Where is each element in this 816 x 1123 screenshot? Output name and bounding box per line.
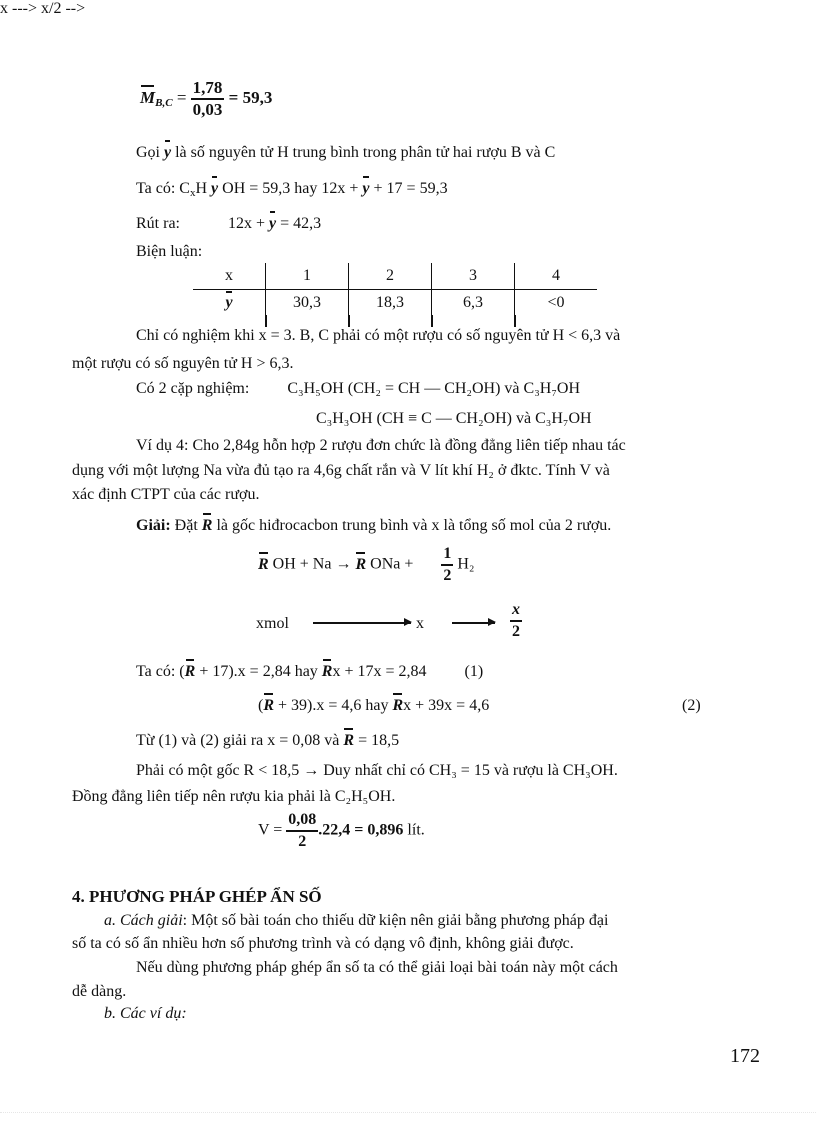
mbc-numerator: 1,78 bbox=[191, 78, 225, 100]
half-den: 2 bbox=[443, 567, 452, 584]
text-rutra-a: Rút ra: bbox=[136, 215, 180, 232]
bien-luan-table bbox=[193, 263, 597, 316]
table-header-x: x bbox=[193, 263, 266, 290]
line-chi-co-2: một rượu có số nguyên tử H > 6,3. bbox=[72, 355, 294, 372]
text-v-a: V = bbox=[258, 821, 283, 839]
text-eq-b: ONa + bbox=[370, 555, 414, 573]
mol-x: x bbox=[416, 615, 424, 632]
text-cap-b: C₃H₅OH (CH₂ = CH — CH₂OH) và C₃H₇OH bbox=[287, 380, 581, 397]
table-header-y bbox=[193, 290, 266, 317]
r-bar: R bbox=[263, 697, 274, 714]
text-cap-a: Có 2 cặp nghiệm: bbox=[136, 380, 250, 397]
r-bar: R bbox=[258, 555, 269, 573]
text-giai-label: Giải: bbox=[136, 517, 171, 534]
r-bar: R bbox=[201, 517, 213, 534]
line-tu-1-2 bbox=[136, 731, 399, 751]
half-fraction bbox=[441, 544, 453, 586]
line-phai-co-1: Phải có một gốc R < 18,5 → Duy nhất chỉ có CH₃ = 15 và rượu là CH₃OH. bbox=[136, 762, 618, 779]
line-giai bbox=[136, 516, 611, 536]
v-fraction bbox=[286, 810, 318, 852]
mbc-subscript: B,C bbox=[155, 96, 173, 109]
line-taco-eq1 bbox=[136, 662, 483, 682]
arrow-right-icon bbox=[452, 622, 495, 624]
line-bien-luan: Biện luận: bbox=[136, 243, 203, 260]
text-tu-b: = 18,5 bbox=[358, 732, 400, 749]
line-chi-co-1: Chỉ có nghiệm khi x = 3. B, C phải có một rượu có số nguyên tử H < 6,3 và bbox=[136, 327, 621, 344]
line-cach-giai-2: số ta có số ẩn nhiều hơn số phương trình và có dạng vô định, không giải được. bbox=[72, 935, 574, 952]
text-t2-c: x + 39x = 4,6 bbox=[403, 697, 490, 714]
mbc-equation: $M_{B,C}$ = $\frac{1,78}{0,03}$ = 59,3 bbox=[140, 78, 273, 119]
text-giai-rest: là gốc hiđrocacbon trung bình và x là tổng số mol của 2 rượu. bbox=[216, 517, 612, 534]
table-row bbox=[193, 290, 597, 317]
text-v-c: lít. bbox=[407, 821, 425, 839]
r-bar: R bbox=[321, 663, 333, 680]
line-neu-dung-2: dễ dàng. bbox=[72, 983, 127, 1000]
text-taco-c: OH = 59,3 hay 12x + bbox=[222, 180, 359, 197]
v-num: 0,08 bbox=[286, 810, 318, 832]
eq2-number: (2) bbox=[682, 697, 701, 714]
text-taco-d: + 17 = 59,3 bbox=[373, 180, 448, 197]
y-bar: y bbox=[164, 144, 172, 161]
line-rut-ra bbox=[136, 214, 321, 234]
x-half-den: 2 bbox=[512, 623, 520, 640]
r-bar: R bbox=[355, 555, 367, 573]
mol-xmol: xmol bbox=[256, 615, 289, 632]
text-t1-d: (1) bbox=[464, 663, 484, 680]
r-bar: R bbox=[184, 663, 196, 680]
table-cell: 4 bbox=[515, 263, 598, 290]
y-bar: y bbox=[211, 180, 219, 197]
arrow-right-icon bbox=[313, 622, 411, 624]
mbc-result: = 59,3 bbox=[228, 87, 273, 107]
half-num: 1 bbox=[441, 544, 453, 566]
v-den: 2 bbox=[298, 833, 307, 850]
line-vidu4-2: dụng với một lượng Na vừa đủ tạo ra 4,6g chất rắn và V lít khí H₂ ở đktc. Tính V và bbox=[72, 462, 610, 479]
text-t2-a: ( bbox=[258, 697, 264, 714]
text-goi-rest: là số nguyên tử H trung bình trong phân tử hai rượu B và C bbox=[175, 144, 556, 161]
text-goi: Gọi bbox=[136, 144, 160, 161]
text-t1-c: x + 17x = 2,84 bbox=[332, 663, 427, 680]
sub-x: x bbox=[189, 187, 196, 199]
mbc-fraction bbox=[191, 78, 225, 120]
text-v-b: .22,4 = 0,896 bbox=[318, 821, 404, 839]
table-cell: 3 bbox=[432, 263, 515, 290]
section-heading: 4. PHƯƠNG PHÁP GHÉP ẨN SỐ bbox=[72, 887, 322, 906]
text-taco-a: Ta có: C bbox=[136, 180, 190, 197]
text-h2: H₂ bbox=[457, 555, 475, 573]
text-tu-a: Từ (1) và (2) giải ra x = 0,08 và bbox=[136, 732, 340, 749]
table-cell: 18,3 bbox=[349, 290, 432, 317]
line-phai-co-2: Đồng đẳng liên tiếp nên rượu kia phải là C₂H₅OH. bbox=[72, 788, 396, 805]
line-taco-1 bbox=[136, 179, 448, 203]
y-bar: y bbox=[362, 180, 370, 197]
text-rutra-c: = 42,3 bbox=[280, 215, 322, 232]
reaction-equation bbox=[258, 544, 475, 586]
line-cach-giai bbox=[104, 911, 608, 931]
footer-divider bbox=[0, 1112, 816, 1113]
m-bar: M bbox=[140, 87, 156, 107]
line-neu-dung-1: Nếu dùng phương pháp ghép ẩn số ta có thể giải loại bài toán này một cách bbox=[136, 959, 618, 976]
line-cap-nghiem-1 bbox=[136, 379, 580, 399]
text-rutra-b: 12x + bbox=[228, 215, 266, 232]
volume-equation bbox=[258, 810, 425, 852]
text-giai-dat: Đặt bbox=[174, 517, 198, 534]
y-bar: y bbox=[269, 215, 277, 232]
text-t2-b: + 39).x = 4,6 hay bbox=[278, 697, 389, 714]
r-bar: R bbox=[343, 732, 355, 749]
table-cell: 6,3 bbox=[432, 290, 515, 317]
text-a-label: a. Cách giải bbox=[104, 912, 183, 929]
mol-x-half bbox=[510, 600, 522, 642]
table-cell: 1 bbox=[266, 263, 349, 290]
text-a-1: : Một số bài toán cho thiếu dữ kiện nên giải bằng phương pháp đại bbox=[182, 912, 609, 929]
table-cell: 30,3 bbox=[266, 290, 349, 317]
line-vidu4-1: Ví dụ 4: Cho 2,84g hỗn hợp 2 rượu đơn chức là đồng đẳng liên tiếp nhau tác bbox=[136, 437, 626, 454]
line-taco-eq2 bbox=[258, 696, 489, 716]
y-bar: y bbox=[225, 294, 233, 311]
text-taco-b: H bbox=[195, 180, 208, 197]
mbc-denominator: 0,03 bbox=[192, 100, 223, 119]
text-eq-a: OH + Na → bbox=[272, 555, 352, 573]
table-row bbox=[193, 263, 597, 290]
table-cell: <0 bbox=[515, 290, 598, 317]
line-goi-y bbox=[136, 143, 555, 163]
line-vidu4-3: xác định CTPT của các rượu. bbox=[72, 486, 260, 503]
page-number: 172 bbox=[730, 1045, 760, 1067]
line-cap-nghiem-2: C₃H₃OH (CH ≡ C — CH₂OH) và C₃H₇OH bbox=[316, 410, 592, 427]
table-cell: 2 bbox=[349, 263, 432, 290]
x-half-fraction bbox=[510, 600, 522, 642]
line-cac-vi-du: b. Các ví dụ: bbox=[104, 1005, 187, 1022]
text-t1-b: + 17).x = 2,84 hay bbox=[199, 663, 318, 680]
x-half-num: x bbox=[510, 600, 522, 622]
r-bar: R bbox=[392, 697, 404, 714]
text-t1-a: Ta có: ( bbox=[136, 663, 185, 680]
